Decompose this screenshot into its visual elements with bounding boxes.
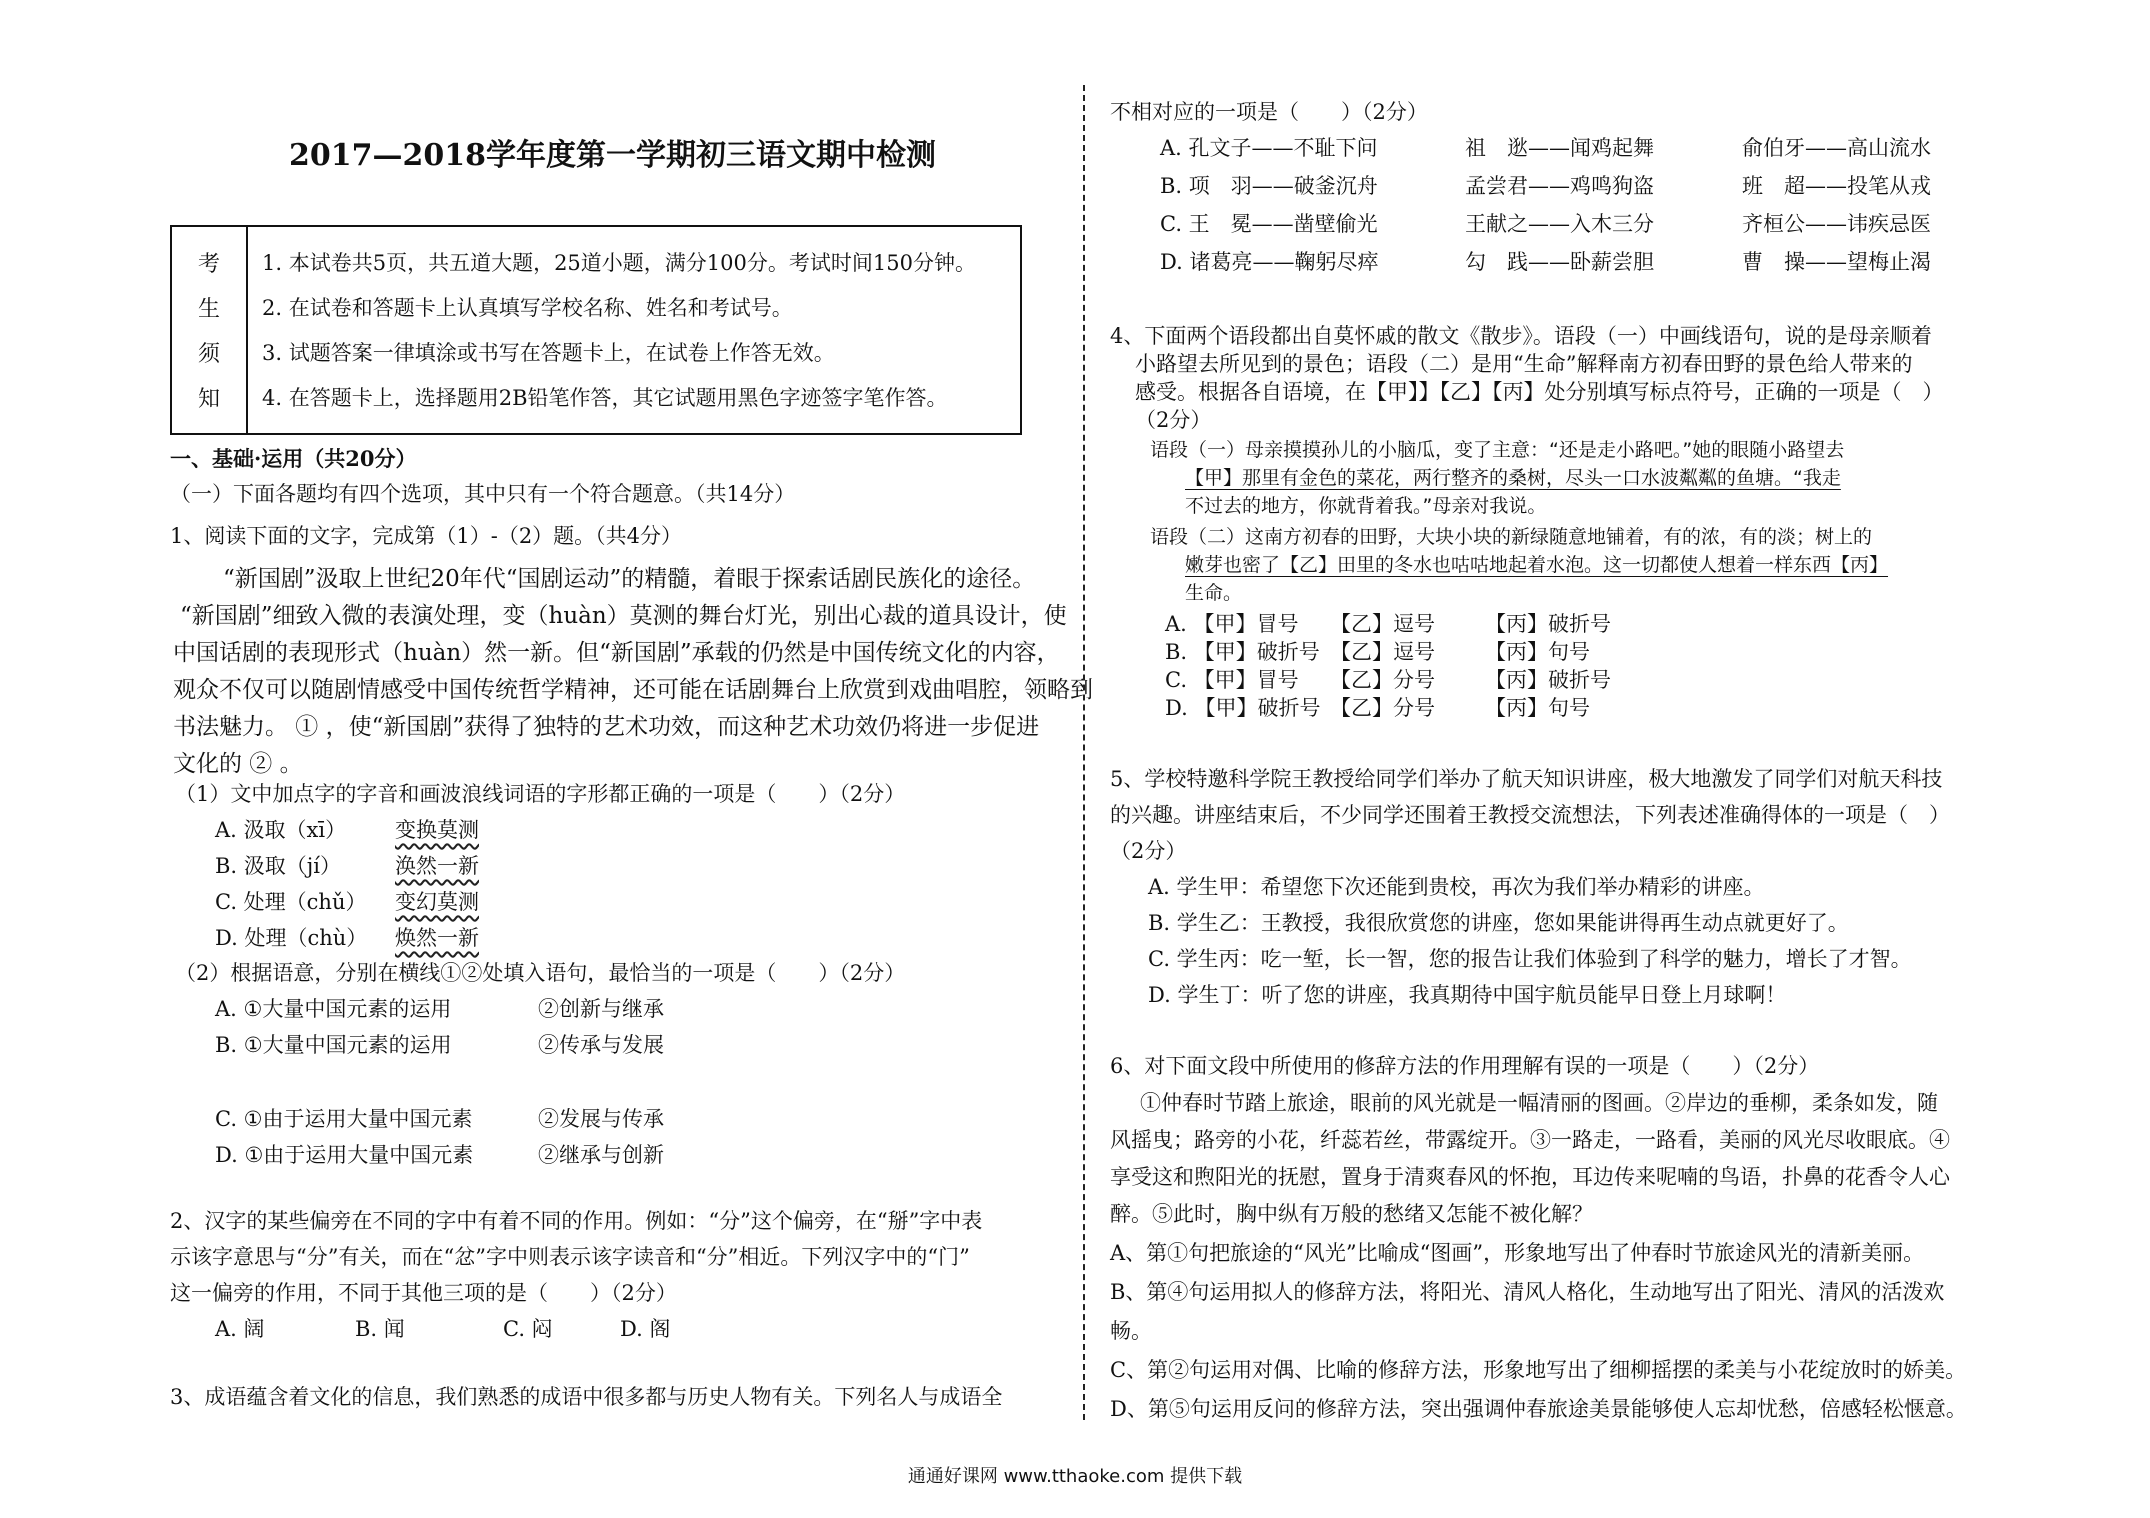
option: B. 项 羽——破釜沉舟 (1160, 174, 1378, 198)
option: 畅。 (1110, 1319, 1152, 1343)
option-part: 【丙】句号 (1485, 696, 1590, 720)
option-word: 焕然一新 (395, 926, 479, 950)
passage-line: 醉。⑤此时，胸中纵有万般的愁绪又怎能不被化解？ (1110, 1202, 1593, 1226)
question-4-line: （2分） (1135, 408, 1212, 432)
notice-label-char: 知 (197, 387, 220, 412)
notice-label-char: 须 (197, 342, 220, 367)
question-5-line: 5、学校特邀科学院王教授给同学们举办了航天知识讲座，极大地激发了同学们对航天科技 (1110, 767, 1943, 791)
option: C. 闷 (503, 1317, 553, 1341)
option-value: ②传承与发展 (538, 1033, 664, 1057)
option: B. 学生乙：王教授，我很欣赏您的讲座，您如果能讲得再生动点就更好了。 (1148, 911, 1849, 935)
page-title: 2017—2018学年度第一学期初三语文期中检测 (289, 138, 936, 173)
notice-item: 2. 在试卷和答题卡上认真填写学校名称、姓名和考试号。 (262, 296, 793, 320)
option: 勾 践——卧薪尝胆 (1465, 250, 1654, 274)
exam-notice-box (170, 225, 1022, 435)
passage-line: 观众不仅可以随剧情感受中国传统哲学精神，还可能在话剧舞台上欣赏到戏曲唱腔，领略到 (173, 677, 1093, 703)
question-3: 3、成语蕴含着文化的信息，我们熟悉的成语中很多都与历史人物有关。下列名人与成语全 (170, 1385, 1003, 1409)
question-1-2: （2）根据语意，分别在横线①②处填入语句，最恰当的一项是（ ）（2分） (175, 961, 906, 985)
option-word: 变幻莫测 (395, 890, 479, 914)
option-part: 【丙】破折号 (1485, 668, 1611, 692)
question-2-line: 2、汉字的某些偏旁在不同的字中有着不同的作用。例如：“分”这个偏旁，在“掰”字中表 (170, 1209, 983, 1233)
option: 班 超——投笔从戎 (1742, 174, 1931, 198)
passage-line: 中国话剧的表现形式（huàn）然一新。但“新国剧”承载的仍然是中国传统文化的内容， (173, 640, 1060, 666)
question-5-line: 的兴趣。讲座结束后，不少同学还围着王教授交流想法，下列表述准确得体的一项是（ ） (1110, 803, 1950, 827)
option: D、第⑤句运用反问的修辞方法，突出强调仲春旅途美景能够使人忘却忧愁，倍感轻松惬意。 (1110, 1397, 1967, 1421)
option-part: 【丙】句号 (1485, 640, 1590, 664)
option-value: ②创新与继承 (538, 997, 664, 1021)
passage-line: ①仲春时节踏上旅途，眼前的风光就是一幅清丽的图画。②岸边的垂柳，柔条如发，随 (1140, 1091, 1938, 1115)
option: 齐桓公——讳疾忌医 (1742, 212, 1931, 236)
passage-line: 不过去的地方，你就背着我。”母亲对我说。 (1185, 495, 1547, 517)
question-4-line: 4、下面两个语段都出自莫怀戚的散文《散步》。语段（一）中画线语句，说的是母亲顺着 (1110, 324, 1932, 348)
option-part: 【乙】分号 (1330, 696, 1435, 720)
option-value: ②发展与传承 (538, 1107, 664, 1131)
option: 曹 操——望梅止渴 (1742, 250, 1931, 274)
option-part: B. 【甲】破折号 (1165, 640, 1320, 664)
question-4-line: 小路望去所见到的景色；语段（二）是用“生命”解释南方初春田野的景色给人带来的 (1135, 352, 1913, 376)
option-value: ②继承与创新 (538, 1143, 664, 1167)
option: A. 阔 (215, 1317, 265, 1341)
passage-line: “新国剧”汲取上世纪20年代“国剧运动”的精髓，着眼于探索话剧民族化的途径。 (223, 566, 1036, 592)
option: 俞伯牙——高山流水 (1742, 136, 1931, 160)
notice-label-char: 考 (197, 252, 220, 277)
notice-item: 4. 在答题卡上，选择题用2B铅笔作答，其它试题用黑色字迹签字笔作答。 (262, 386, 948, 410)
notice-label-char: 生 (197, 297, 220, 322)
option-word: 涣然一新 (395, 854, 479, 878)
passage-line: 书法魅力。 ① ，使“新国剧”获得了独特的艺术功效，而这种艺术功效仍将进一步促进 (173, 714, 1040, 740)
notice-item: 1. 本试卷共5页，共五道大题，25道小题，满分100分。考试时间150分钟。 (262, 251, 976, 275)
option: A. 孔文子——不耻下问 (1160, 136, 1378, 160)
option-label: D. ①由于运用大量中国元素 (215, 1143, 474, 1167)
question-5-line: （2分） (1110, 839, 1187, 863)
option-part: 【乙】分号 (1330, 668, 1435, 692)
question-2-line: 示该字意思与“分”有关，而在“忿”字中则表示该字读音和“分”相近。下列汉字中的“门” (170, 1245, 970, 1269)
option-label: D. 处理（chù） (215, 926, 368, 950)
notice-label (172, 227, 248, 433)
passage-line: 语段（二）这南方初春的田野，大块小块的新绿随意地铺着，有的浓，有的淡；树上的 (1150, 526, 1873, 548)
option-label: A. 汲取（xī） (215, 818, 347, 842)
question-4-line: 感受。根据各自语境，在【甲】】【乙】【丙】处分别填写标点符号，正确的一项是（ ） (1135, 380, 1944, 404)
option: 祖 逖——闻鸡起舞 (1465, 136, 1654, 160)
option: B、第④句运用拟人的修辞方法，将阳光、清风人格化，生动地写出了阳光、清风的活泼欢 (1110, 1280, 1945, 1304)
option-part: 【丙】破折号 (1485, 612, 1611, 636)
option-part: 【乙】逗号 (1330, 612, 1435, 636)
question-6: 6、对下面文段中所使用的修辞方法的作用理解有误的一项是（ ）（2分） (1110, 1054, 1820, 1078)
option: D. 诸葛亮——鞠躬尽瘁 (1160, 250, 1379, 274)
option: C、第②句运用对偶、比喻的修辞方法，形象地写出了细柳摇摆的柔美与小花绽放时的娇美。 (1110, 1358, 1967, 1382)
passage-line: 享受这和煦阳光的抚慰，置身于清爽春风的怀抱，耳边传来呢喃的鸟语，扑鼻的花香令人心 (1110, 1165, 1950, 1189)
option-part: A. 【甲】冒号 (1165, 612, 1299, 636)
option-part: D. 【甲】破折号 (1165, 696, 1321, 720)
option: A、第①句把旅途的“风光”比喻成“图画”，形象地写出了仲春时节旅途风光的清新美丽。 (1110, 1241, 1925, 1265)
option-part: C. 【甲】冒号 (1165, 668, 1299, 692)
option: B. 闻 (355, 1317, 405, 1341)
option: D. 阁 (620, 1317, 671, 1341)
passage-line: 文化的 ② 。 (173, 751, 303, 777)
option: 孟尝君——鸡鸣狗盗 (1465, 174, 1654, 198)
question-1: 1、阅读下面的文字，完成第（1）-（2）题。（共4分） (170, 524, 683, 548)
passage-line: 生命。 (1185, 582, 1243, 604)
question-1-1: （1）文中加点字的字音和画波浪线词语的字形都正确的一项是（ ）（2分） (175, 782, 906, 806)
option-label: A. ①大量中国元素的运用 (215, 997, 452, 1021)
subsection-heading: （一）下面各题均有四个选项，其中只有一个符合题意。（共14分） (170, 482, 796, 506)
passage-line: 风摇曳；路旁的小花，纤蕊若丝，带露绽开。③一路走，一路看，美丽的风光尽收眼底。④ (1110, 1128, 1950, 1152)
option-label: B. 汲取（jí） (215, 854, 342, 878)
option: 王献之——入木三分 (1465, 212, 1654, 236)
question-3-cont: 不相对应的一项是（ ）（2分） (1110, 100, 1428, 124)
option-label: C. 处理（chǔ） (215, 890, 367, 914)
notice-item: 3. 试题答案一律填涂或书写在答题卡上，在试卷上作答无效。 (262, 341, 835, 365)
page-footer: 通通好课网 www.tthaoke.com 提供下载 (907, 1466, 1243, 1487)
passage-line: 【甲】那里有金色的菜花，两行整齐的桑树，尽头一口水波粼粼的鱼塘。“我走 (1185, 467, 1841, 489)
option-part: 【乙】逗号 (1330, 640, 1435, 664)
question-2-line: 这一偏旁的作用，不同于其他三项的是（ ）（2分） (170, 1281, 677, 1305)
option: C. 王 冕——凿壁偷光 (1160, 212, 1378, 236)
passage-line: 语段（一）母亲摸摸孙儿的小脑瓜，变了主意：“还是走小路吧。”她的眼随小路望去 (1150, 439, 1845, 461)
column-divider (1083, 85, 1085, 1420)
passage-line: 嫩芽也密了【乙】田里的冬水也咕咕地起着水泡。这一切都使人想着一样东西【丙】 (1185, 554, 1889, 576)
passage-line: “新国剧”细致入微的表演处理，变（huàn）莫测的舞台灯光，别出心裁的道具设计，使 (180, 603, 1067, 629)
option-label: C. ①由于运用大量中国元素 (215, 1107, 473, 1131)
option: D. 学生丁：听了您的讲座，我真期待中国宇航员能早日登上月球啊！ (1148, 983, 1787, 1007)
option: A. 学生甲：希望您下次还能到贵校，再次为我们举办精彩的讲座。 (1148, 875, 1765, 899)
section-heading: 一、基础·运用（共20分） (170, 446, 417, 471)
option-label: B. ①大量中国元素的运用 (215, 1033, 452, 1057)
option-word: 变换莫测 (395, 818, 479, 842)
option: C. 学生丙：吃一堑，长一智，您的报告让我们体验到了科学的魅力，增长了才智。 (1148, 947, 1912, 971)
